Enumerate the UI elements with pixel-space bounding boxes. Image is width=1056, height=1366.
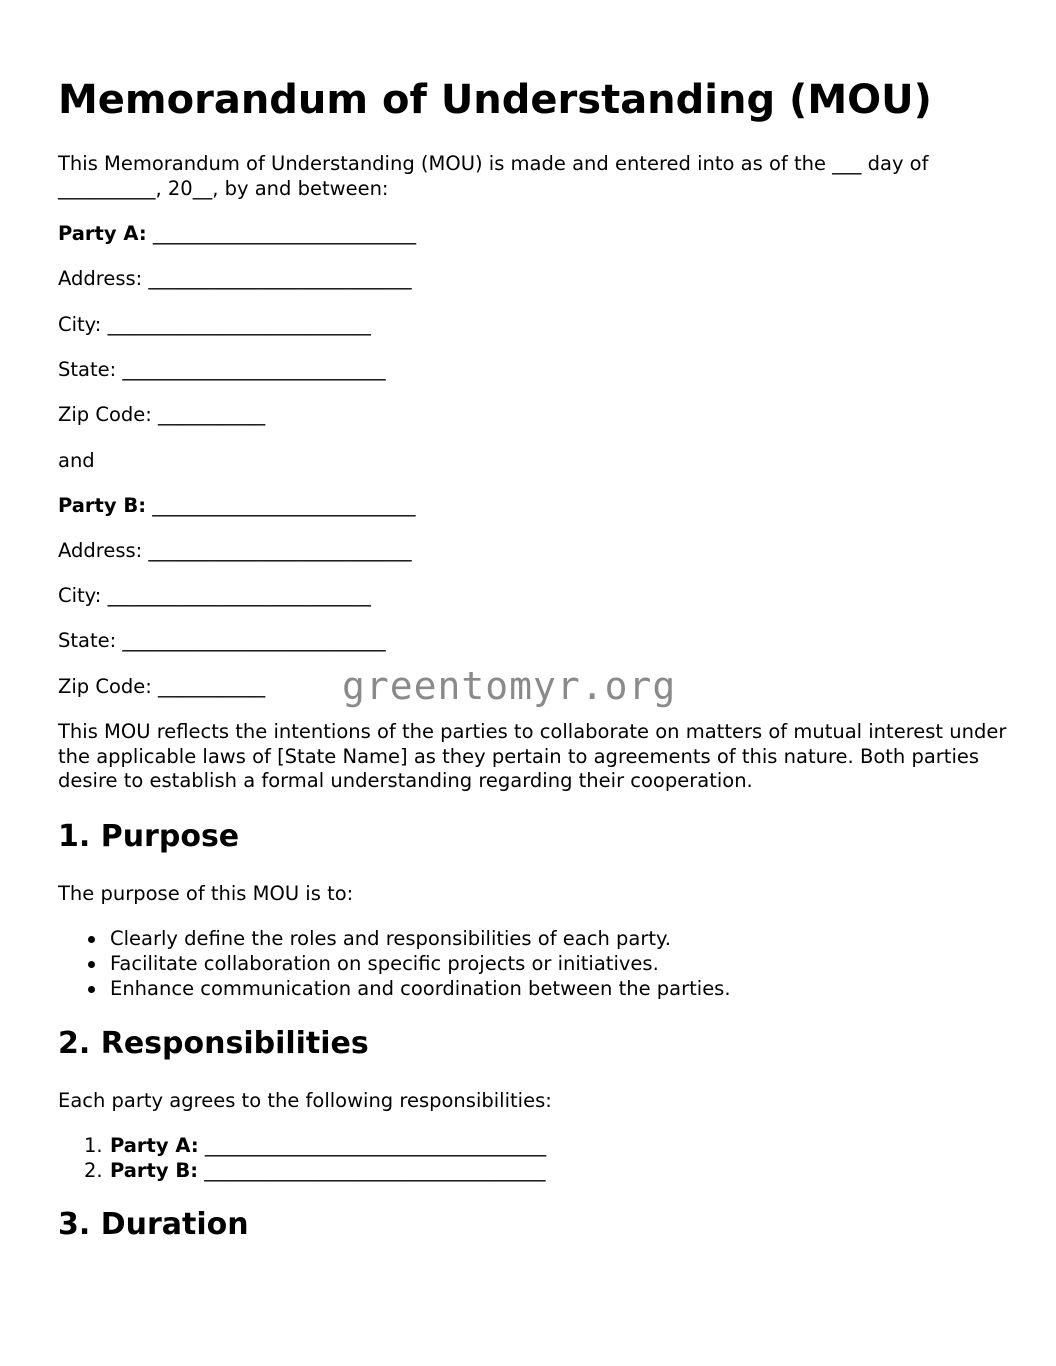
watermark-text: greentomyr.org: [342, 664, 677, 708]
list-item: Clearly define the roles and responsibilities of each party.: [58, 927, 731, 952]
party-a-address: Address: ___________________________: [58, 267, 412, 290]
list-item: Enhance communication and coordination between the parties.: [58, 977, 731, 1002]
intro-paragraph: This Memorandum of Understanding (MOU) is made and entered into as of the ___ day of __________, 20__, by and between:: [58, 152, 929, 200]
responsibilities-list: [58, 1134, 546, 1184]
purpose-lead: The purpose of this MOU is to:: [58, 882, 354, 905]
conjunction-and: and: [58, 449, 95, 472]
party-b-address: Address: ___________________________: [58, 539, 412, 562]
party-b-line: [58, 494, 415, 518]
party-b-state: State: ___________________________: [58, 629, 386, 652]
party-b-label: Party B:: [58, 494, 147, 517]
responsibilities-lead: Each party agrees to the following responsibilities:: [58, 1089, 552, 1112]
purpose-heading: 1. Purpose: [58, 819, 240, 854]
party-a-blank: ___________________________: [152, 222, 417, 245]
party-a-label: Party A:: [58, 222, 147, 245]
list-number: 1.: [84, 1134, 103, 1157]
responsibility-party-b-blank: ___________________________________: [204, 1158, 546, 1182]
mou-paragraph: This MOU reflects the intentions of the parties to collaborate on matters of mutual interest under the applicable laws of [State Name] as they pertain to agreements of this nature. Both parties desire to establish a formal understanding regarding their cooperation.: [58, 720, 1007, 792]
page-title: Memorandum of Understanding (MOU): [58, 77, 932, 123]
list-item: Facilitate collaboration on specific projects or initiatives.: [58, 952, 731, 977]
list-number: 2.: [84, 1158, 103, 1182]
party-a-zip: Zip Code: ___________: [58, 403, 266, 426]
responsibility-party-a-blank: ___________________________________: [204, 1134, 547, 1157]
party-b-zip: Zip Code: ___________: [58, 675, 266, 698]
purpose-list: [58, 927, 731, 1001]
list-item: [58, 1159, 546, 1184]
party-b-city: City: ___________________________: [58, 584, 371, 607]
responsibilities-heading: 2. Responsibilities: [58, 1026, 369, 1061]
party-a-city: City: ___________________________: [58, 313, 371, 336]
responsibility-party-a-label: Party A:: [110, 1134, 199, 1157]
party-b-blank: ___________________________: [152, 494, 416, 517]
duration-heading: 3. Duration: [58, 1207, 249, 1242]
list-item: [58, 1134, 546, 1159]
party-a-state: State: ___________________________: [58, 358, 386, 381]
party-a-line: [58, 222, 416, 246]
responsibility-party-b-label: Party B:: [110, 1158, 199, 1182]
